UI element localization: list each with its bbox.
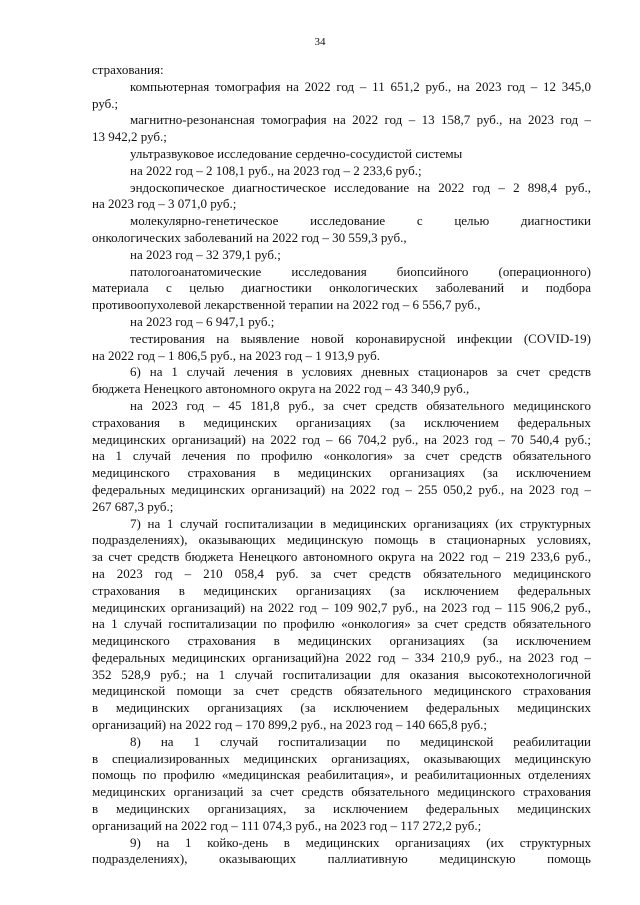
text-line: страхования в медицинских организациях (за исключением федеральных <box>92 414 591 430</box>
text-line: руб.; <box>92 95 119 111</box>
text-line: 8) на 1 случай госпитализации по медицинской реабилитации <box>130 733 591 749</box>
text-line: медицинских организаций) на 2022 год – 66 704,2 руб., на 2023 год – 70 540,4 руб.; <box>92 431 591 447</box>
text-line: на 2022 год – 2 108,1 руб., на 2023 год – 2 233,6 руб.; <box>130 162 422 178</box>
text-line: 6) на 1 случай лечения в условиях дневных стационаров за счет средств <box>130 364 591 380</box>
document-body <box>92 62 591 868</box>
text-line: на 1 случай госпитализации по профилю «онкология» за счет средств обязательного <box>92 616 591 632</box>
text-line: организаций на 2022 год – 111 074,3 руб., на 2023 год – 117 272,2 руб.; <box>92 817 482 833</box>
text-line: в медицинских организациях, за исключением федеральных медицинских <box>92 801 591 817</box>
text-line: 352 528,9 руб.; на 1 случай госпитализации для оказания высокотехнологичной <box>92 666 591 682</box>
text-line: на 2022 год – 1 806,5 руб., на 2023 год – 1 913,9 руб. <box>92 347 380 363</box>
text-line: магнитно-резонансная томография на 2022 год – 13 158,7 руб., на 2023 год – <box>130 112 591 128</box>
text-line: на 2023 год – 32 379,1 руб.; <box>130 246 281 262</box>
text-line: медицинских организаций за счет средств обязательного медицинского страхования <box>92 784 591 800</box>
text-line: подразделениях), оказывающих медицинскую помощь в стационарных условиях, <box>92 532 591 548</box>
text-line: за счет средств бюджета Ненецкого автономного округа на 2022 год – 219 233,6 руб., <box>92 549 591 565</box>
text-line: на 2023 год – 45 181,8 руб., за счет средств обязательного медицинского <box>130 397 591 413</box>
text-line: 9) на 1 койко-день в медицинских организациях (их структурных <box>130 834 591 850</box>
text-line: медицинской помощи за счет средств обязательного медицинского страхования <box>92 683 591 699</box>
text-line: бюджета Ненецкого автономного округа на 2022 год – 43 340,9 руб., <box>92 381 470 397</box>
text-line: медицинских организаций) на 2022 год – 109 902,7 руб., на 2023 год – 115 906,2 руб., <box>92 599 591 615</box>
text-line: в специализированных медицинских организациях, оказывающих медицинскую <box>92 750 591 766</box>
text-line: медицинского страхования в медицинских организациях (за исключением <box>92 465 591 481</box>
text-line: онкологических заболеваний на 2022 год – 30 559,3 руб., <box>92 229 407 245</box>
text-line: противоопухолевой лекарственной терапии на 2022 год – 6 556,7 руб., <box>92 297 481 313</box>
text-line: 267 687,3 руб.; <box>92 498 174 514</box>
text-line: компьютерная томография на 2022 год – 11 651,2 руб., на 2023 год – 12 345,0 <box>130 78 591 94</box>
text-line: 13 942,2 руб.; <box>92 129 167 145</box>
page-number: 34 <box>314 36 326 48</box>
text-line: медицинского страхования в медицинских организациях (за исключением <box>92 633 591 649</box>
text-line: страхования в медицинских организациях (за исключением федеральных <box>92 582 591 598</box>
text-line: подразделениях), оказывающих паллиативную медицинскую помощь <box>92 851 591 867</box>
text-line: молекулярно-генетическое исследование с целью диагностики <box>130 213 591 229</box>
text-line: организаций) на 2022 год – 170 899,2 руб., на 2023 год – 140 665,8 руб.; <box>92 717 487 733</box>
text-line: федеральных медицинских организаций)на 2022 год – 334 210,9 руб., на 2023 год – <box>92 649 591 665</box>
text-line: на 2023 год – 6 947,1 руб.; <box>130 313 275 329</box>
text-line: материала с целью диагностики онкологических заболеваний и подбора <box>92 280 591 296</box>
text-line: на 2023 год – 3 071,0 руб.; <box>92 196 237 212</box>
text-line: 7) на 1 случай госпитализации в медицинских организациях (их структурных <box>130 515 591 531</box>
text-line: в медицинских организациях (за исключением федеральных медицинских <box>92 700 591 716</box>
text-line: страхования: <box>92 62 164 77</box>
text-line: на 1 случай лечения по профилю «онкология» за счет средств обязательного <box>92 448 591 464</box>
text-line: федеральных медицинских организаций) на 2022 год – 255 050,2 руб., на 2023 год – <box>92 481 591 497</box>
text-line: помощь по профилю «медицинская реабилитация», и реабилитационных отделениях <box>92 767 591 783</box>
text-line: на 2023 год – 210 058,4 руб. за счет средств обязательного медицинского <box>92 565 591 581</box>
text-line: ультразвуковое исследование сердечно-сосудистой системы <box>130 145 463 161</box>
text-line: эндоскопическое диагностическое исследование на 2022 год – 2 898,4 руб., <box>130 179 591 195</box>
text-line: патологоанатомические исследования биопсийного (операционного) <box>130 263 591 279</box>
text-line: тестирования на выявление новой коронавирусной инфекции (COVID-19) <box>130 330 591 346</box>
